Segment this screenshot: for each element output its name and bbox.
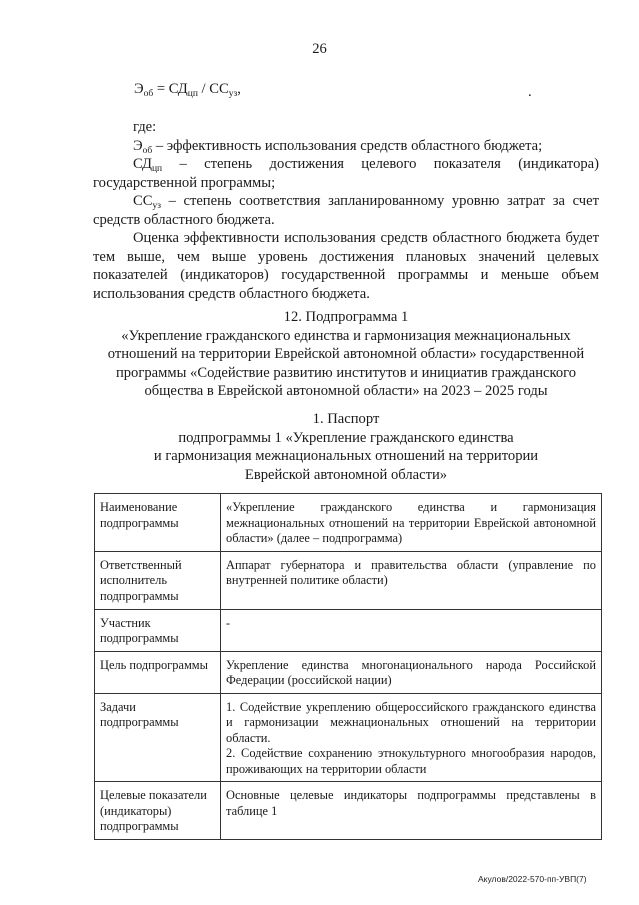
definition-target-achievement: $СД_{цп}$ – степень достижения целевого показателя (индикатора) государственной программы; — [93, 156, 599, 191]
row-value: Аппарат губернатора и правительства области (управление по внутренней политике области) — [221, 551, 602, 609]
table-row — [95, 609, 602, 651]
row-value: - — [221, 609, 602, 651]
table-row — [95, 551, 602, 609]
row-label: Ответственный исполнитель подпрограммы — [95, 551, 221, 609]
task-item: 2. Содействие сохранению этнокультурного многообразия народов, проживающих на территории области — [226, 746, 596, 776]
row-value — [221, 693, 602, 782]
row-label: Участник подпрограммы — [95, 609, 221, 651]
formula-definitions — [93, 118, 599, 303]
row-value: Основные целевые индикаторы подпрограммы представлены в таблице 1 — [221, 782, 602, 840]
row-label: Задачи подпрограммы — [95, 693, 221, 782]
document-code: Акулов/2022-570-пп-УВП(7) — [478, 874, 587, 884]
table-row — [95, 782, 602, 840]
stray-mark: . — [528, 84, 532, 100]
row-label: Наименование подпрограммы — [95, 494, 221, 552]
assessment-paragraph: Оценка эффективности использования средств областного бюджета будет тем выше, чем выше уровень достижения плановых значений целевых показателей (индикаторов) государственной программы и меньше объем использования средств областного бюджета. — [93, 230, 599, 302]
row-value: Укрепление единства многонационального народа Российской Федерации (российской нации) — [221, 651, 602, 693]
definition-efficiency: $Э_{об}$ – эффективность использования средств областного бюджета; — [133, 137, 543, 156]
passport-heading: 1. Паспорт подпрограммы 1 «Укрепление гражданского единства и гармонизация межнациональных отношений на территории Еврейской автономной области» — [153, 411, 539, 483]
passport-table — [94, 493, 602, 840]
row-label: Целевые показатели (индикаторы) подпрограммы — [95, 782, 221, 840]
section-heading: 12. Подпрограмма 1 «Укрепление гражданского единства и гармонизация межнациональных отношений на территории Еврейской автономной области» государственной программы «Содействие развитию институтов и инициатив гражданского общества в Еврейской автономной области» на 2023 – 2025 годы — [107, 309, 585, 399]
table-row — [95, 651, 602, 693]
task-item: 1. Содействие укреплению общероссийского гражданского единства и гармонизации межнациональных отношений на территории области. — [226, 699, 596, 745]
efficiency-formula: $Э_{об} = СД_{цп} / СС_{уз}$, — [134, 81, 241, 99]
row-value: «Укрепление гражданского единства и гармонизация межнациональных отношений на территории Еврейской автономной области» (далее – подпрограмма) — [221, 494, 602, 552]
table-row — [95, 494, 602, 552]
definition-cost-compliance: $СС_{уз}$ – степень соответствия запланированному уровню затрат за счет средств областного бюджета. — [93, 193, 599, 228]
where-label: где: — [133, 119, 157, 135]
table-row — [95, 693, 602, 782]
row-label: Цель подпрограммы — [95, 651, 221, 693]
page-number: 26 — [312, 41, 327, 57]
